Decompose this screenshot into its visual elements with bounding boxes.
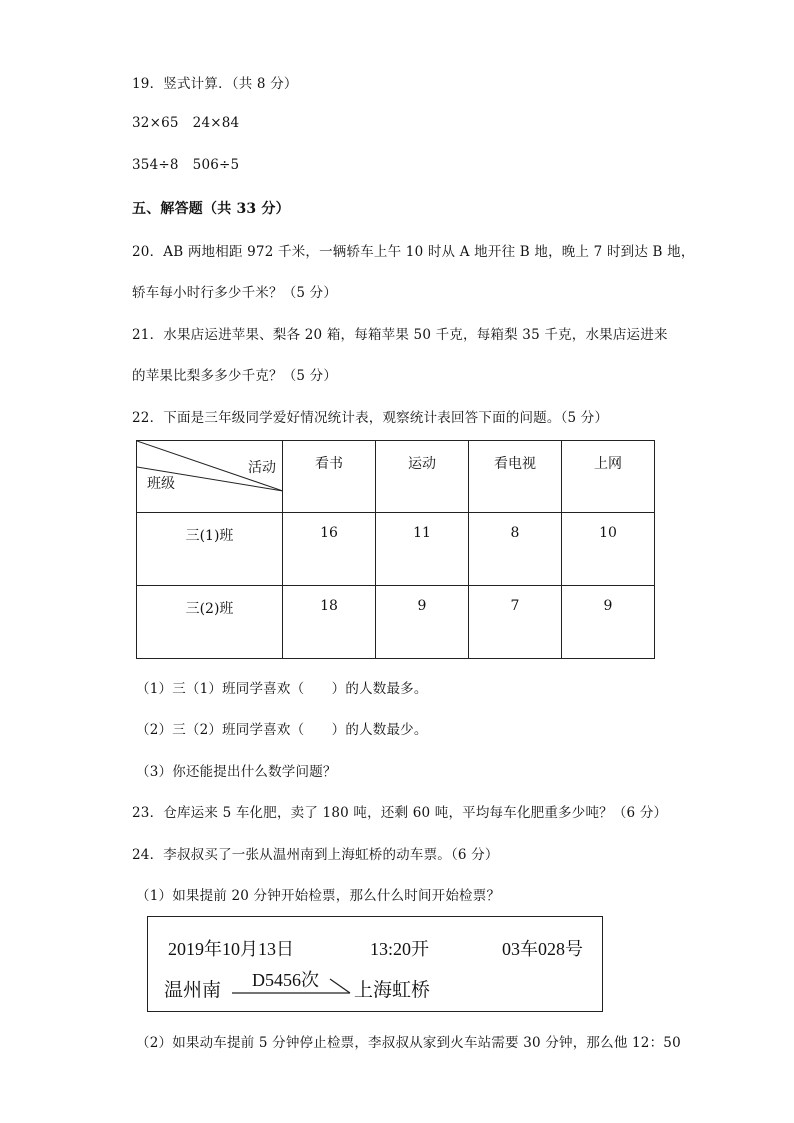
q22-sub3: （3）你还能提出什么数学问题？	[136, 764, 337, 780]
q23-text: 23．仓库运来 5 车化肥，卖了 180 吨，还剩 60 吨，平均每车化肥重多少吨？（6 分）	[132, 805, 668, 821]
q19-expr: 354÷8	[132, 157, 179, 173]
table-cell: 9	[376, 586, 469, 659]
q19-expr: 506÷5	[192, 157, 240, 173]
q19-expr: 32×65	[132, 115, 179, 131]
table-header-cell: 上网	[562, 441, 655, 513]
corner-label-activity: 活动	[248, 460, 276, 476]
ticket-departure-time: 13:20开	[370, 939, 430, 959]
q22-sub1: （1）三（1）班同学喜欢（ ）的人数最多。	[136, 681, 428, 697]
q22-title: 22．下面是三年级同学爱好情况统计表，观察统计表回答下面的问题。（5 分）	[132, 410, 609, 426]
corner-label-class: 班级	[147, 476, 175, 492]
table-header-cell: 看电视	[469, 441, 562, 513]
table-corner-cell	[137, 441, 283, 513]
q20-line1: 20．AB 两地相距 972 千米，一辆轿车上午 10 时从 A 地开往 B 地，晚上 7 时到达 B 地，	[132, 244, 695, 260]
q24-sub2: （2）如果动车提前 5 分钟停止检票，李叔叔从家到火车站需要 30 分钟，那么他 12：50	[136, 1035, 681, 1051]
ticket-to-station: 上海虹桥	[354, 980, 431, 1001]
row-label: 三(2)班	[137, 586, 283, 659]
q24-title: 24．李叔叔买了一张从温州南到上海虹桥的动车票。（6 分）	[132, 847, 499, 863]
q19-title: 19．竖式计算．（共 8 分）	[132, 76, 298, 92]
section-title: 五、解答题（共 33 分）	[132, 201, 290, 217]
q22-sub2: （2）三（2）班同学喜欢（ ）的人数最少。	[136, 722, 428, 738]
table-cell: 16	[283, 513, 376, 586]
q21-line1: 21．水果店运进苹果、梨各 20 箱，每箱苹果 50 千克，每箱梨 35 千克，水果店运进来	[132, 327, 668, 343]
table-row	[137, 513, 655, 586]
table-cell: 9	[562, 586, 655, 659]
ticket-arrow-line	[232, 973, 352, 997]
ticket-from-station: 温州南	[164, 980, 222, 1001]
table-cell: 10	[562, 513, 655, 586]
q24-sub1: （1）如果提前 20 分钟开始检票，那么什么时间开始检票？	[136, 888, 501, 904]
table-header-cell: 运动	[376, 441, 469, 513]
q21-line2: 的苹果比梨多多少千克？（5 分）	[132, 368, 338, 384]
table-cell: 7	[469, 586, 562, 659]
train-ticket	[147, 916, 603, 1012]
q19-row1	[132, 115, 239, 131]
q20-line2: 轿车每小时行多少千米？（5 分）	[132, 285, 338, 301]
ticket-date: 2019年10月13日	[168, 939, 294, 959]
ticket-train-number: D5456次	[252, 970, 319, 990]
table-header-row	[137, 441, 655, 513]
table-header-cell: 看书	[283, 441, 376, 513]
table-row	[137, 586, 655, 659]
row-label: 三(1)班	[137, 513, 283, 586]
table-cell: 8	[469, 513, 562, 586]
q19-expr: 24×84	[192, 115, 240, 131]
ticket-seat: 03车028号	[502, 939, 583, 959]
table-cell: 18	[283, 586, 376, 659]
hobby-stat-table	[136, 440, 655, 659]
q19-row2	[132, 157, 239, 173]
table-cell: 11	[376, 513, 469, 586]
